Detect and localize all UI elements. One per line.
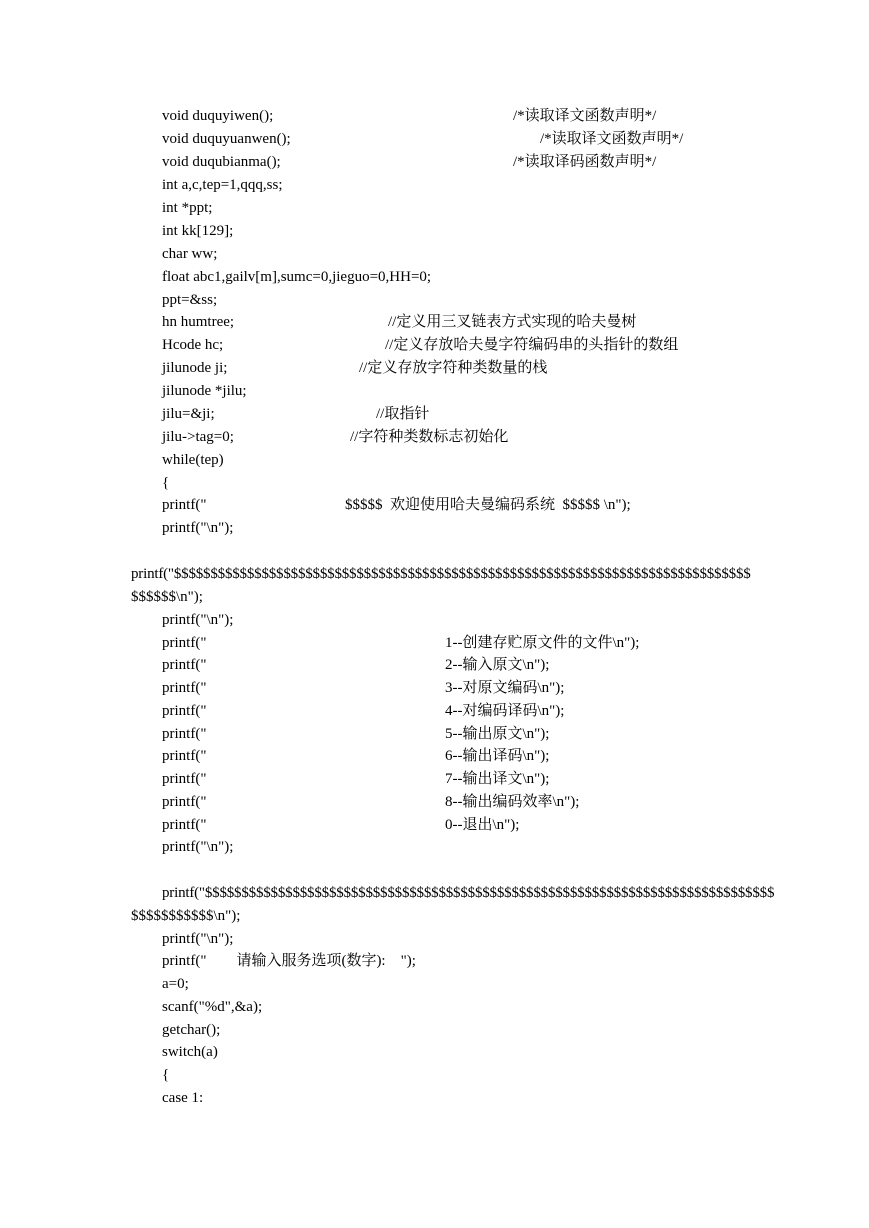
code-line: jilu=&ji; <box>162 406 215 422</box>
code-comment: //定义存放哈夫曼字符编码串的头指针的数组 <box>385 337 679 353</box>
code-line: jilunode ji; <box>162 360 228 376</box>
code-line: scanf("%d",&a); <box>162 999 263 1015</box>
code-comment: 8--输出编码效率\n"); <box>445 794 580 810</box>
code-line: jilunode *jilu; <box>162 383 247 399</box>
code-line: $$$$$$\n"); <box>131 589 203 605</box>
code-comment: 0--退出\n"); <box>445 817 520 833</box>
code-line: while(tep) <box>162 452 224 468</box>
code-line: printf(" 请输入服务选项(数字): "); <box>162 953 416 969</box>
code-comment: $$$$$ 欢迎使用哈夫曼编码系统 $$$$$ \n"); <box>345 497 631 513</box>
code-line: printf("$$$$$$$$$$$$$$$$$$$$$$$$$$$$$$$$$$$$$$$$$$$$$$$$$$$$$$$$$$$$$$$$$$$$$$$$$$$$$$$ <box>131 566 751 582</box>
code-line: jilu->tag=0; <box>162 429 234 445</box>
code-comment: /*读取译文函数声明*/ <box>513 108 657 124</box>
code-line: int kk[129]; <box>162 223 234 239</box>
code-line: printf(" <box>162 748 207 764</box>
code-line: printf(" <box>162 726 207 742</box>
code-line: printf(" <box>162 635 207 651</box>
code-comment: 2--输入原文\n"); <box>445 657 550 673</box>
code-line: case 1: <box>162 1090 204 1106</box>
code-line: void duqubianma(); <box>162 154 281 170</box>
code-line: float abc1,gailv[m],sumc=0,jieguo=0,HH=0; <box>162 269 432 285</box>
code-line: printf("\n"); <box>162 839 234 855</box>
code-line: switch(a) <box>162 1044 218 1060</box>
code-line: void duquyuanwen(); <box>162 131 291 147</box>
code-line: printf("\n"); <box>162 520 234 536</box>
code-line: printf("$$$$$$$$$$$$$$$$$$$$$$$$$$$$$$$$$$$$$$$$$$$$$$$$$$$$$$$$$$$$$$$$$$$$$$$$$$$$$$ <box>162 885 775 901</box>
code-comment: //取指针 <box>376 406 430 422</box>
code-line: int a,c,tep=1,qqq,ss; <box>162 177 283 193</box>
code-line: printf(" <box>162 703 207 719</box>
code-line: printf(" <box>162 817 207 833</box>
code-line: printf("\n"); <box>162 612 234 628</box>
code-comment: 1--创建存贮原文件的文件\n"); <box>445 635 640 651</box>
code-comment: 3--对原文编码\n"); <box>445 680 565 696</box>
code-comment: /*读取译码函数声明*/ <box>513 154 657 170</box>
code-line: { <box>162 475 170 491</box>
code-line: $$$$$$$$$$$\n"); <box>131 908 241 924</box>
code-line: printf(" <box>162 680 207 696</box>
code-comment: //定义存放字符种类数量的栈 <box>359 360 548 376</box>
code-line: printf(" <box>162 497 207 513</box>
code-line: void duquyiwen(); <box>162 108 274 124</box>
code-comment: //定义用三叉链表方式实现的哈夫曼树 <box>388 314 637 330</box>
code-line: getchar(); <box>162 1022 221 1038</box>
code-line: printf("\n"); <box>162 931 234 947</box>
code-comment: /*读取译文函数声明*/ <box>540 131 684 147</box>
code-line: printf(" <box>162 794 207 810</box>
code-line: printf(" <box>162 771 207 787</box>
code-line: Hcode hc; <box>162 337 224 353</box>
code-comment: //字符种类数标志初始化 <box>350 429 509 445</box>
code-comment: 5--输出原文\n"); <box>445 726 550 742</box>
code-line: { <box>162 1067 170 1083</box>
code-comment: 7--输出译文\n"); <box>445 771 550 787</box>
code-comment: 6--输出译码\n"); <box>445 748 550 764</box>
code-line: a=0; <box>162 976 189 992</box>
code-line: char ww; <box>162 246 218 262</box>
code-line: ppt=&ss; <box>162 292 218 308</box>
code-line: printf(" <box>162 657 207 673</box>
code-comment: 4--对编码译码\n"); <box>445 703 565 719</box>
code-line: hn humtree; <box>162 314 235 330</box>
code-line: int *ppt; <box>162 200 213 216</box>
